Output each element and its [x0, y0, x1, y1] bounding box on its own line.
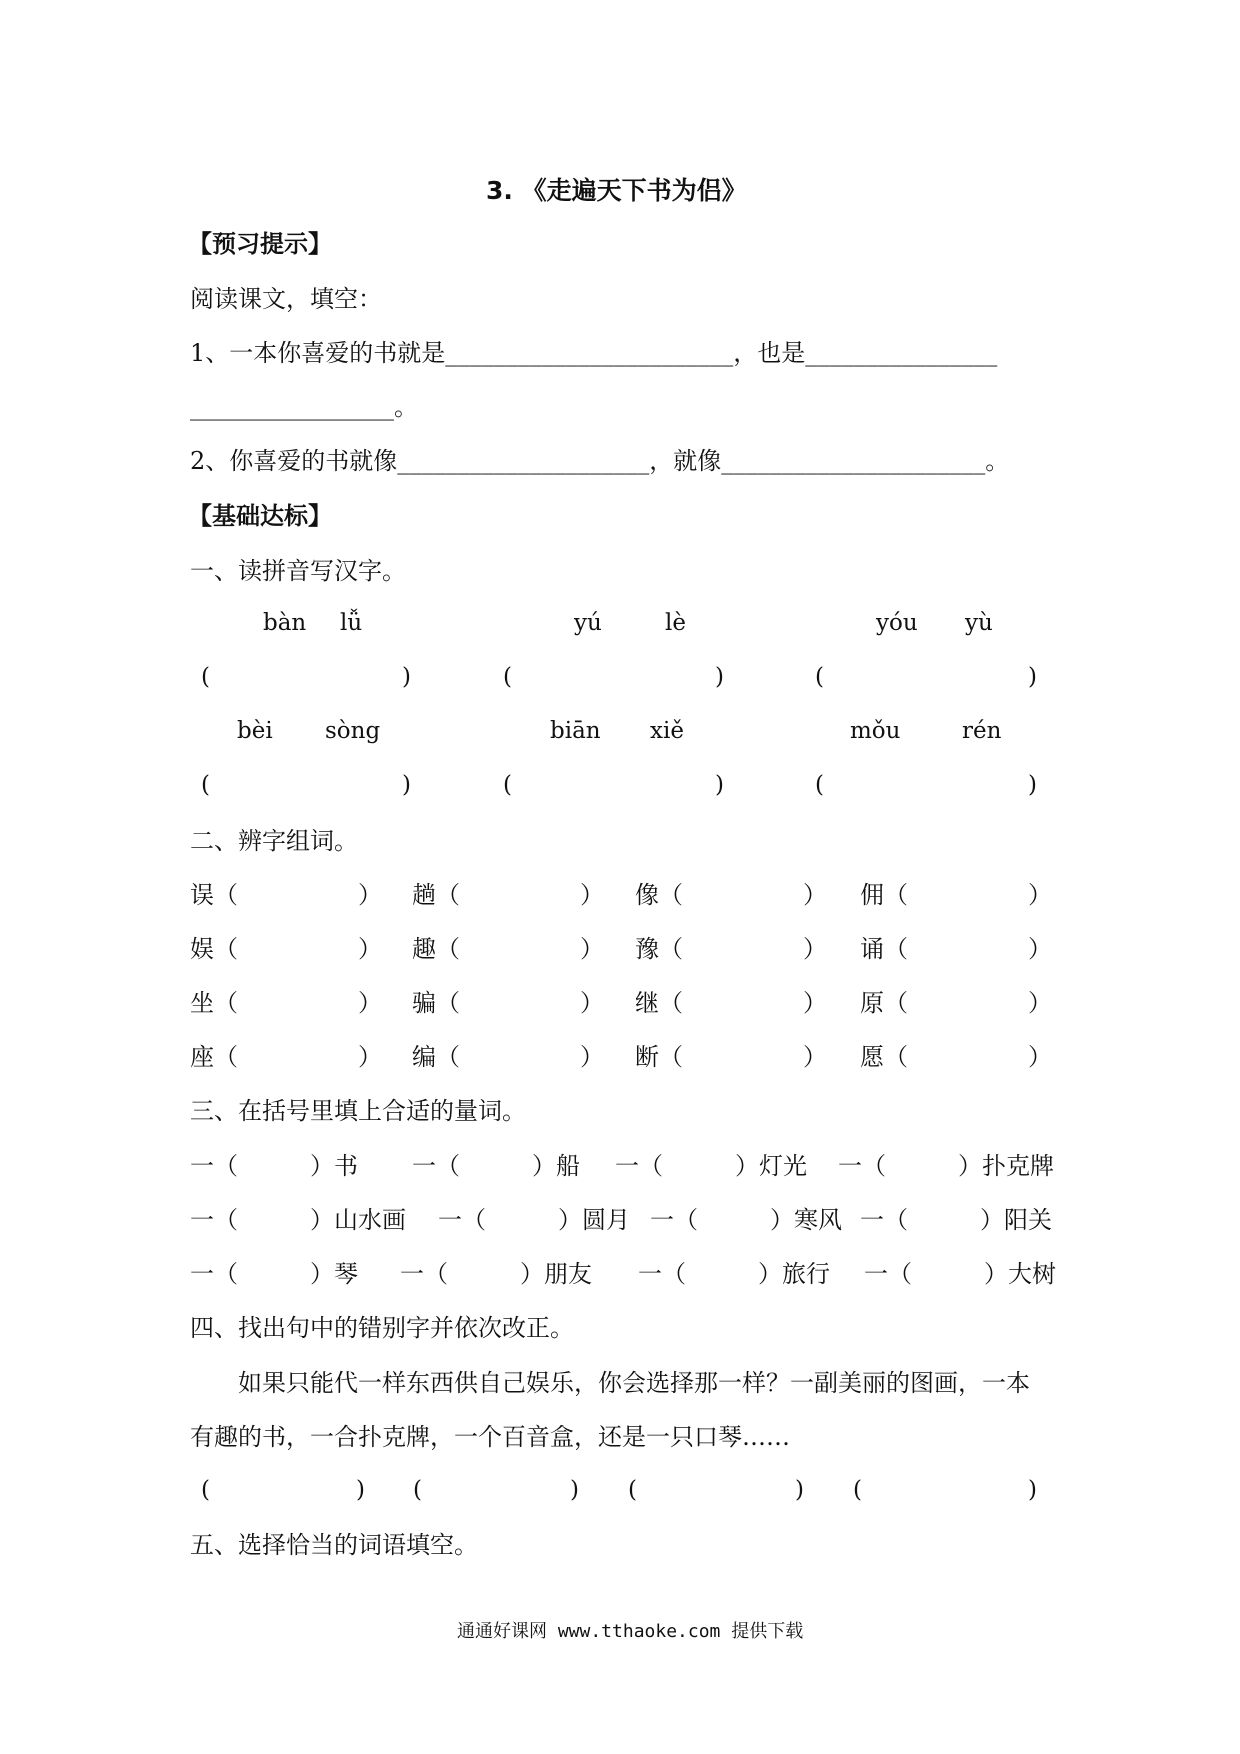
preview-heading: 【预习提示】: [188, 230, 332, 258]
answer-paren-open: （: [214, 935, 238, 963]
preview-question-1: 1、一本你喜爱的书就是________________________，也是________________: [190, 339, 998, 367]
answer-paren-close: ): [356, 1477, 365, 1503]
answer-paren-open: （: [884, 989, 908, 1017]
answer-paren-close: ): [570, 1477, 579, 1503]
pinyin: lè: [665, 610, 686, 636]
pinyin: sòng: [325, 718, 381, 744]
word-char: 佣: [860, 881, 884, 909]
answer-paren-close: ）: [358, 935, 382, 963]
word-char: 断: [635, 1043, 659, 1071]
answer-paren-close: ）: [580, 1043, 604, 1071]
preview-question-2: 2、你喜爱的书就像_____________________，就像______________________。: [190, 447, 1010, 475]
answer-paren-open: (: [503, 772, 512, 798]
answer-paren-close: ）: [803, 989, 827, 1017]
answer-paren-close: ): [402, 772, 411, 798]
measure-word-blank: 一（ ）旅行: [638, 1260, 830, 1288]
word-char: 像: [635, 881, 659, 909]
answer-paren-close: ）: [358, 881, 382, 909]
measure-word-blank: 一（ ）大树: [864, 1260, 1056, 1288]
answer-paren-open: (: [628, 1477, 637, 1503]
measure-word-blank: 一（ ）扑克牌: [838, 1152, 1054, 1180]
answer-paren-open: （: [659, 935, 683, 963]
answer-paren-close: ）: [1028, 881, 1052, 909]
word-char: 骗: [412, 989, 436, 1017]
answer-paren-open: （: [884, 1043, 908, 1071]
word-char: 继: [635, 989, 659, 1017]
typo-paragraph-line-1: 如果只能代一样东西供自己娱乐，你会选择那一样？一副美丽的图画，一本: [238, 1369, 1030, 1397]
answer-paren-close: ）: [1028, 989, 1052, 1017]
pinyin: rén: [962, 718, 1002, 744]
page-title: 3. 《走遍天下书为侣》: [486, 176, 747, 205]
word-char: 豫: [635, 935, 659, 963]
word-char: 愿: [860, 1043, 884, 1071]
answer-paren-close: ）: [580, 881, 604, 909]
answer-paren-open: （: [214, 881, 238, 909]
answer-paren-close: ): [715, 772, 724, 798]
pinyin: bèi: [237, 718, 273, 744]
answer-paren-open: （: [436, 1043, 460, 1071]
answer-paren-close: ）: [1028, 935, 1052, 963]
answer-paren-close: ）: [1028, 1043, 1052, 1071]
answer-paren-close: ): [1028, 772, 1037, 798]
typo-paragraph-line-2: 有趣的书，一合扑克牌，一个百音盒，还是一只口琴……: [190, 1423, 790, 1451]
answer-paren-open: （: [884, 935, 908, 963]
basic-heading: 【基础达标】: [188, 502, 332, 530]
word-char: 坐: [190, 989, 214, 1017]
answer-paren-open: (: [815, 664, 824, 690]
answer-paren-open: （: [436, 935, 460, 963]
answer-paren-open: （: [436, 989, 460, 1017]
section-4-title: 四、找出句中的错别字并依次改正。: [190, 1314, 574, 1342]
answer-paren-open: (: [201, 664, 210, 690]
answer-paren-open: (: [503, 664, 512, 690]
preview-question-1-continued: _________________。: [190, 393, 418, 421]
measure-word-blank: 一（ ）灯光: [615, 1152, 807, 1180]
answer-paren-open: (: [815, 772, 824, 798]
pinyin: yóu: [876, 610, 918, 636]
answer-paren-close: ）: [803, 935, 827, 963]
answer-paren-open: (: [413, 1477, 422, 1503]
measure-word-blank: 一（ ）圆月: [438, 1206, 630, 1234]
word-char: 趟: [412, 881, 436, 909]
answer-paren-close: ）: [358, 989, 382, 1017]
answer-paren-open: （: [884, 881, 908, 909]
pinyin: xiě: [650, 718, 684, 744]
word-char: 编: [412, 1043, 436, 1071]
measure-word-blank: 一（ ）琴: [190, 1260, 358, 1288]
measure-word-blank: 一（ ）山水画: [190, 1206, 406, 1234]
answer-paren-open: （: [214, 989, 238, 1017]
measure-word-blank: 一（ ）船: [412, 1152, 580, 1180]
section-5-title: 五、选择恰当的词语填空。: [190, 1531, 478, 1559]
measure-word-blank: 一（ ）寒风: [650, 1206, 842, 1234]
pinyin: mǒu: [850, 718, 901, 744]
answer-paren-close: ）: [580, 989, 604, 1017]
page-footer: 通通好课网 www.tthaoke.com 提供下载: [457, 1621, 804, 1642]
section-3-title: 三、在括号里填上合适的量词。: [190, 1097, 526, 1125]
answer-paren-open: （: [214, 1043, 238, 1071]
word-char: 趣: [412, 935, 436, 963]
answer-paren-open: (: [201, 772, 210, 798]
word-char: 娱: [190, 935, 214, 963]
answer-paren-close: ）: [580, 935, 604, 963]
word-char: 诵: [860, 935, 884, 963]
answer-paren-close: ）: [358, 1043, 382, 1071]
pinyin: yù: [965, 610, 993, 636]
preview-instruction: 阅读课文，填空：: [190, 285, 382, 313]
pinyin: lǚ: [340, 610, 363, 636]
answer-paren-open: （: [659, 881, 683, 909]
answer-paren-open: (: [201, 1477, 210, 1503]
word-char: 原: [860, 989, 884, 1017]
answer-paren-close: ): [402, 664, 411, 690]
word-char: 座: [190, 1043, 214, 1071]
answer-paren-close: ）: [803, 881, 827, 909]
answer-paren-close: ): [1028, 664, 1037, 690]
answer-paren-open: （: [659, 1043, 683, 1071]
answer-paren-close: ): [715, 664, 724, 690]
answer-paren-open: （: [436, 881, 460, 909]
measure-word-blank: 一（ ）朋友: [400, 1260, 592, 1288]
answer-paren-close: ): [795, 1477, 804, 1503]
section-2-title: 二、辨字组词。: [190, 827, 358, 855]
answer-paren-open: （: [659, 989, 683, 1017]
answer-paren-close: ）: [803, 1043, 827, 1071]
section-1-title: 一、读拼音写汉字。: [190, 557, 406, 585]
measure-word-blank: 一（ ）阳关: [860, 1206, 1052, 1234]
measure-word-blank: 一（ ）书: [190, 1152, 358, 1180]
word-char: 误: [190, 881, 214, 909]
answer-paren-close: ): [1028, 1477, 1037, 1503]
pinyin: biān: [550, 718, 601, 744]
pinyin: bàn: [263, 610, 307, 636]
pinyin: yú: [574, 610, 602, 636]
answer-paren-open: (: [853, 1477, 862, 1503]
